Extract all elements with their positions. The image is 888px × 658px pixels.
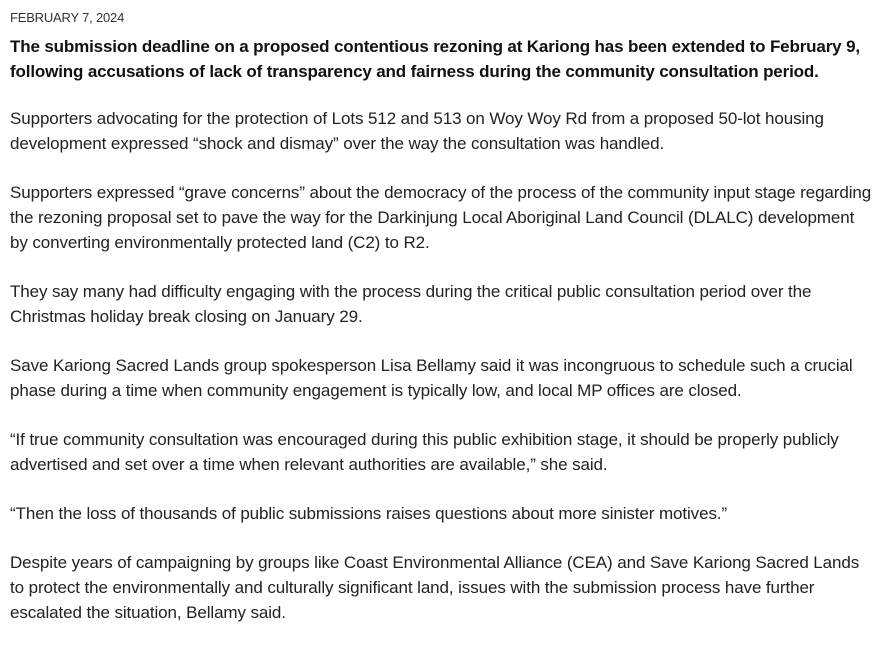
article-lead: The submission deadline on a proposed contentious rezoning at Kariong has been extended to February 9, following accusations of lack of transparency and fairness during the community consultation period. [10,37,860,81]
article-paragraph: Supporters expressed “grave concerns” about the democracy of the process of the community input stage regarding the rezoning proposal set to pave the way for the Darkinjung Local Aboriginal Land Council (DLALC) development by converting environmentally protected land (C2) to R2. [10,183,872,252]
article-quote: “Then the loss of thousands of public submissions raises questions about more sinister motives.” [10,504,728,523]
article-date: FEBRUARY 7, 2024 [10,10,125,25]
article-paragraph: Despite years of campaigning by groups like Coast Environmental Alliance (CEA) and Save Kariong Sacred Lands to protect the environmentally and culturally significant land, issues with the submission process have further escalated the situation, Bellamy said. [10,553,860,622]
article-quote: “If true community consultation was encouraged during this public exhibition stage, it should be properly publicly advertised and set over a time when relevant authorities are available,” she said. [10,430,839,474]
article-paragraph: Save Kariong Sacred Lands group spokesperson Lisa Bellamy said it was incongruous to schedule such a crucial phase during a time when community engagement is typically low, and local MP offices are closed. [10,356,853,400]
article-paragraph: They say many had difficulty engaging with the process during the critical public consultation period over the Christmas holiday break closing on January 29. [10,282,812,326]
article-paragraph: Supporters advocating for the protection of Lots 512 and 513 on Woy Woy Rd from a proposed 50-lot housing development expressed “shock and dismay” over the way the consultation was handled. [10,109,824,153]
